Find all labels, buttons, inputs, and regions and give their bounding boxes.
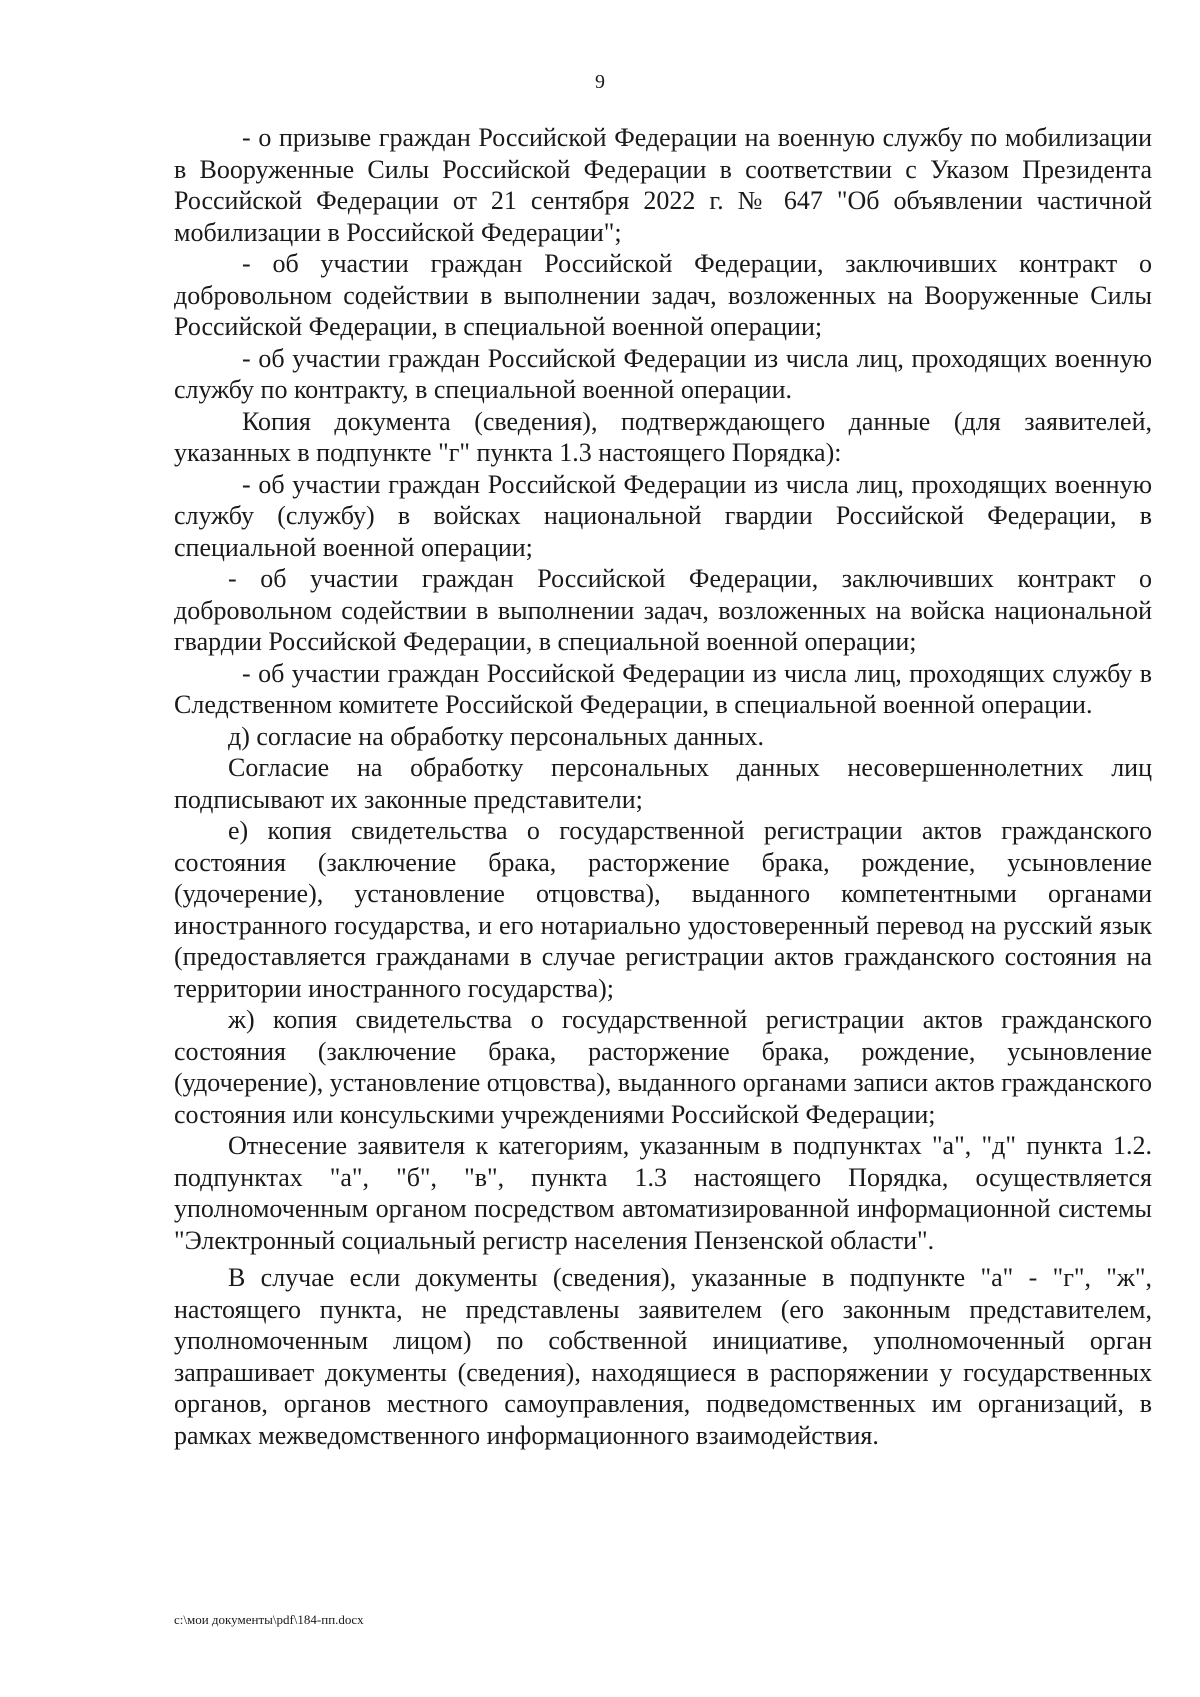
paragraph-volunteer-contract: - об участии граждан Российской Федерации, заключивших контракт о добровольном содействии в выполнении задач, возложенных на Вооруженные Силы Российской Федерации, в специальной военной операции; xyxy=(174,249,1152,341)
paragraph-interagency-request: В случае если документы (сведения), указанные в подпункте "а" - "г", "ж", настоящего пункта, не представлены заявителем (его законным представителем, уполномоченным лицом) по собственной инициативе, уполномоченный орган запрашивает документы (сведения), находящиеся в распоряжении у государственных органов, органов местного самоуправления, подведомственных им организаций, в рамках межведомственного информационного взаимодействия. xyxy=(174,1263,1152,1450)
paragraph-minors-consent: Согласие на обработку персональных данных несовершеннолетних лиц подписывают их законные представители; xyxy=(174,753,1152,814)
page-number: 9 xyxy=(595,71,605,93)
paragraph-national-guard-service: - об участии граждан Российской Федерации из числа лиц, проходящих военную службу (службу) в войсках национальной гвардии Российской Федерации, в специальной военной операции; xyxy=(174,469,1152,562)
document-body xyxy=(174,122,1152,1451)
paragraph-russian-certificate: ж) копия свидетельства о государственной регистрации актов гражданского состояния (заключение брака, расторжение брака, рождение, усыновление (удочерение), установление отцовства), выданного органами записи актов гражданского состояния или консульскими учреждениями Российской Федерации; xyxy=(174,1005,1152,1129)
paragraph-document-copy: Копия документа (сведения), подтверждающего данные (для заявителей, указанных в подпункте "г" пункта 1.3 настоящего Порядка): xyxy=(174,406,1152,467)
paragraph-foreign-certificate: е) копия свидетельства о государственной регистрации актов гражданского состояния (заключение брака, расторжение брака, рождение, усыновление (удочерение), установление отцовства), выданного компетентными органами иностранного государства, и его нотариально удостоверенный перевод на русский язык (предоставляется гражданами в случае регистрации актов гражданского состояния на территории иностранного государства); xyxy=(174,816,1152,1003)
paragraph-contract-service: - об участии граждан Российской Федерации из числа лиц, проходящих военную службу по контракту, в специальной военной операции. xyxy=(174,343,1152,404)
footer-file-path: c:\мои документы\pdf\184-пп.docx xyxy=(174,1612,364,1627)
paragraph-consent: д) согласие на обработку персональных данных. xyxy=(228,721,764,751)
paragraph-national-guard-contract: - об участии граждан Российской Федерации, заключивших контракт о добровольном содействии в выполнении задач, возложенных на войска национальной гвардии Российской Федерации, в специальной военной операции; xyxy=(174,564,1152,656)
paragraph-category-assignment: Отнесение заявителя к категориям, указанным в подпунктах "а", "д" пункта 1.2. подпунктах "а", "б", "в", пункта 1.3 настоящего Порядка, осуществляется уполномоченным органом посредством автоматизированной информационной системы "Электронный социальный регистр населения Пензенской области". xyxy=(174,1131,1152,1255)
paragraph-mobilization: - о призыве граждан Российской Федерации на военную службу по мобилизации в Вооруженные Силы Российской Федерации в соответствии с Указом Президента Российской Федерации от 21 сентября 2022 г. № 647 "Об объявлении частичной мобилизации в Российской Федерации"; xyxy=(174,123,1152,247)
paragraph-investigative-committee: - об участии граждан Российской Федерации из числа лиц, проходящих службу в Следственном комитете Российской Федерации, в специальной военной операции. xyxy=(174,658,1152,719)
